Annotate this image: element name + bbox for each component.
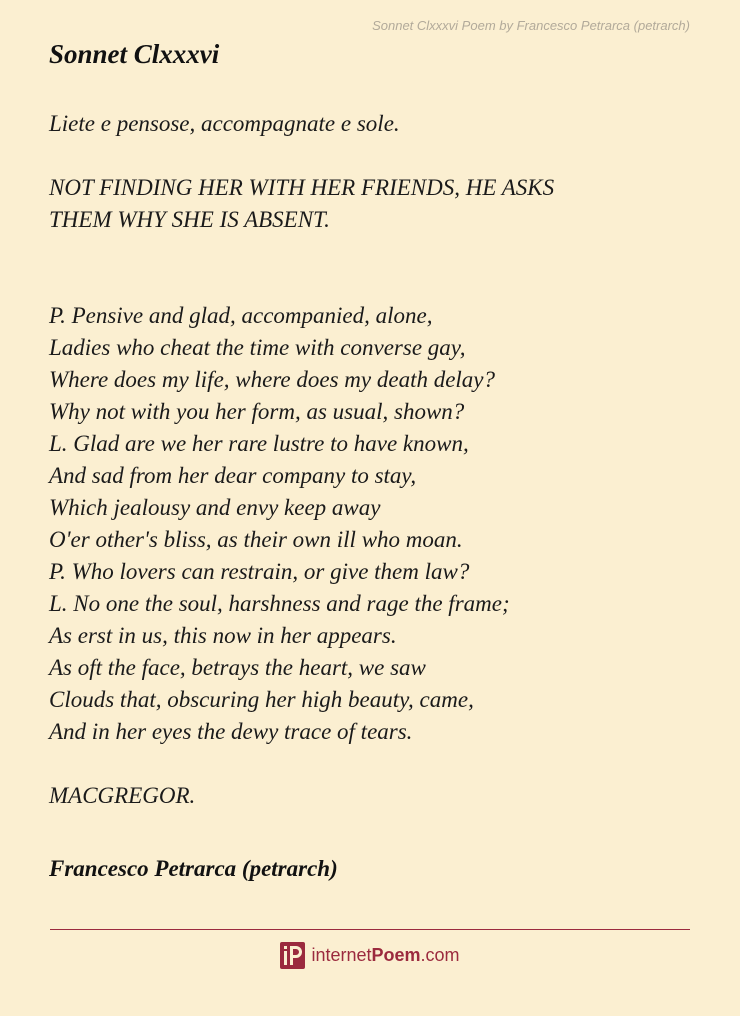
stanza-break [49,268,699,300]
poem-line: Liete e pensose, accompagnate e sole. [49,111,400,136]
poem-line: P. Pensive and glad, accompanied, alone, [49,303,433,328]
brand-wordmark [311,940,459,970]
stanza-break [49,140,699,172]
poem-line: O'er other's bliss, as their own ill who moan. [49,527,463,552]
footer-divider [50,929,690,930]
poem-line: Clouds that, obscuring her high beauty, came, [49,687,474,712]
poem-body [49,108,699,812]
stanza-break [49,236,699,268]
poem-line: L. No one the soul, harshness and rage the frame; [49,591,510,616]
brand-prefix: internet [311,945,372,965]
poem-line: As erst in us, this now in her appears. [49,623,397,648]
poem-line: Ladies who cheat the time with converse gay, [49,335,466,360]
poem-line: NOT FINDING HER WITH HER FRIENDS, HE ASKS [49,175,555,200]
poem-line: P. Who lovers can restrain, or give them law? [49,559,470,584]
poem-line: L. Glad are we her rare lustre to have known, [49,431,469,456]
poem-line: THEM WHY SHE IS ABSENT. [49,207,330,232]
brand-bold: Poem [371,945,421,965]
poem-line: And sad from her dear company to stay, [49,463,417,488]
poem-title: Sonnet Clxxxvi [49,39,220,69]
poem-line: Which jealousy and envy keep away [49,495,381,520]
page-caption: Sonnet Clxxxvi Poem by Francesco Petrarca (petrarch) [372,18,690,33]
brand-suffix: .com [420,945,460,965]
internetpoem-logo-icon [280,942,305,969]
poem-line: As oft the face, betrays the heart, we saw [49,655,426,680]
author-name[interactable]: Francesco Petrarca (petrarch) [49,856,338,881]
stanza-break [49,748,699,780]
footer-brand-link[interactable] [0,940,740,970]
poem-line: And in her eyes the dewy trace of tears. [49,719,413,744]
poem-line: MACGREGOR. [49,783,196,808]
poem-line: Why not with you her form, as usual, shown? [49,399,465,424]
poem-line: Where does my life, where does my death delay? [49,367,496,392]
